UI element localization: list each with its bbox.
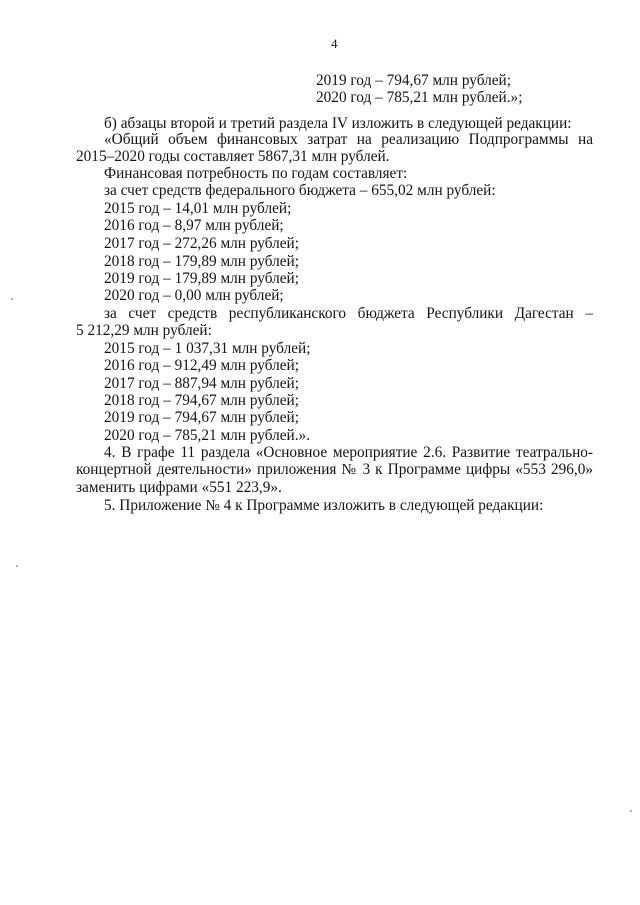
text-line-2020-tail: 2020 год – 785,21 млн рублей.»; xyxy=(316,89,523,106)
item-4-line-3: заменить цифрами «551 223,9». xyxy=(76,479,282,496)
republic-budget-heading-line-1: за счет средств республиканского бюджета Республики Дагестан – xyxy=(104,305,593,322)
republic-2015: 2015 год – 1 037,31 млн рублей; xyxy=(104,340,311,357)
federal-budget-heading: за счет средств федерального бюджета – 655,02 млн рублей: xyxy=(104,182,496,199)
federal-2020: 2020 год – 0,00 млн рублей; xyxy=(104,287,284,304)
item-4-line-2: концертной деятельности» приложения № 3 к Программе цифры «553 296,0» xyxy=(76,461,593,478)
scan-speck xyxy=(11,298,13,300)
quote-total-cost-line-1: «Общий объем финансовых затрат на реализацию Подпрограммы на xyxy=(104,131,593,148)
federal-2018: 2018 год – 179,89 млн рублей; xyxy=(104,253,299,270)
paragraph-b-heading: б) абзацы второй и третий раздела IV изложить в следующей редакции: xyxy=(104,115,572,132)
scan-speck xyxy=(630,810,632,812)
quote-total-cost-line-2: 2015–2020 годы составляет 5867,31 млн рублей. xyxy=(76,148,390,165)
federal-2019: 2019 год – 179,89 млн рублей; xyxy=(104,270,299,287)
republic-2019: 2019 год – 794,67 млн рублей; xyxy=(104,409,299,426)
item-5-line: 5. Приложение № 4 к Программе изложить в следующей редакции: xyxy=(104,497,544,514)
federal-2016: 2016 год – 8,97 млн рублей; xyxy=(104,217,284,234)
republic-2020: 2020 год – 785,21 млн рублей.». xyxy=(104,427,311,444)
federal-2015: 2015 год – 14,01 млн рублей; xyxy=(104,200,292,217)
republic-2018: 2018 год – 794,67 млн рублей; xyxy=(104,392,299,409)
republic-2016: 2016 год – 912,49 млн рублей; xyxy=(104,357,299,374)
scan-speck xyxy=(16,565,18,567)
financial-need-heading: Финансовая потребность по годам составляет: xyxy=(104,165,408,182)
republic-budget-heading-line-2: 5 212,29 млн рублей: xyxy=(76,322,212,339)
page-number: 4 xyxy=(331,36,338,51)
text-line-2019-tail: 2019 год – 794,67 млн рублей; xyxy=(316,72,511,89)
item-4-line-1: 4. В графе 11 раздела «Основное мероприятие 2.6. Развитие театрально- xyxy=(104,444,593,461)
federal-2017: 2017 год – 272,26 млн рублей; xyxy=(104,235,299,252)
republic-2017: 2017 год – 887,94 млн рублей; xyxy=(104,375,299,392)
